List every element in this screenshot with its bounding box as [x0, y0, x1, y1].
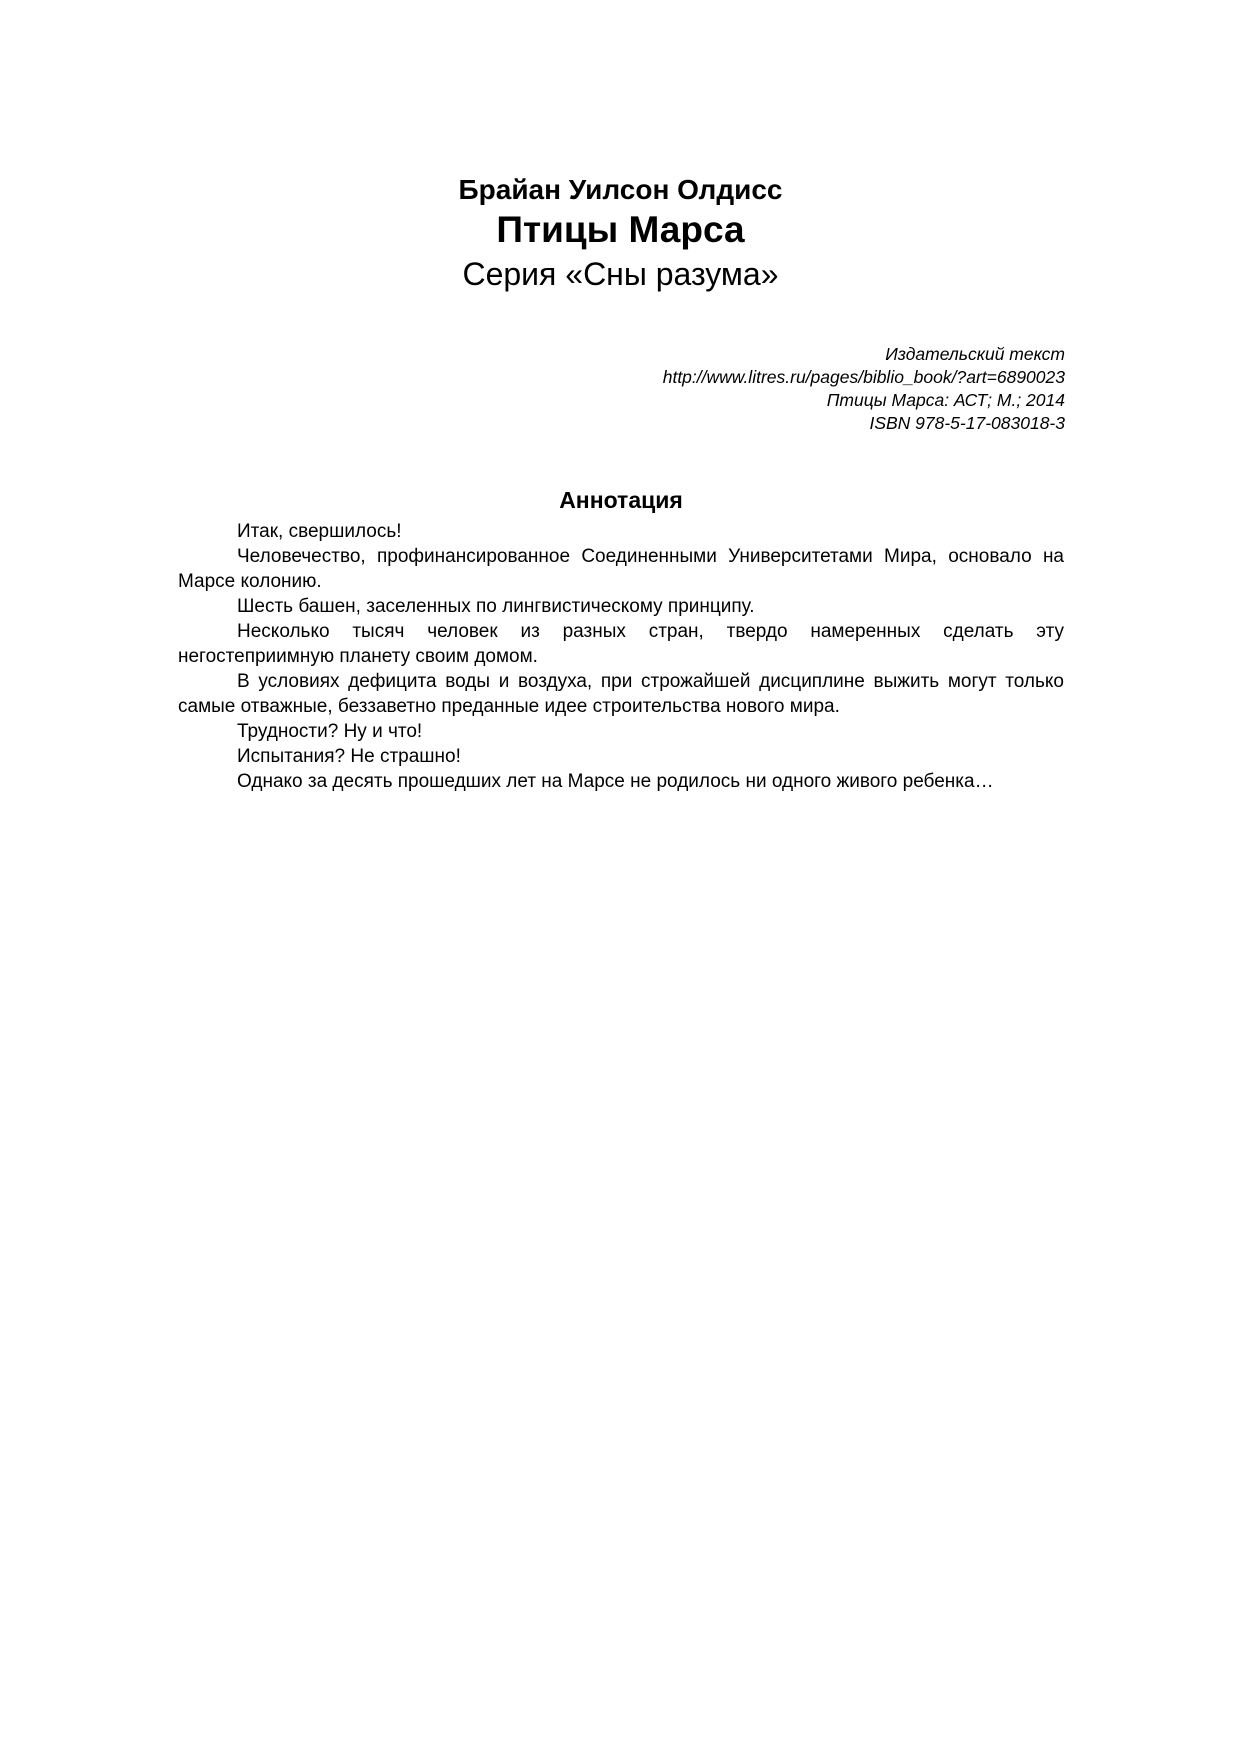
annotation-paragraph: Трудности? Ну и что!: [237, 721, 423, 742]
title-block: [0, 172, 1241, 294]
publication-info: [663, 343, 1065, 435]
author-name: Брайан Уилсон Олдисс: [458, 174, 783, 205]
series-name: Серия «Сны разума»: [462, 256, 779, 292]
annotation-paragraph: В условиях дефицита воды и воздуха, при строжайшей дисциплине выжить могут только самые отважные, беззаветно преданные идее строительства нового мира.: [178, 671, 1064, 717]
annotation-paragraph: Человечество, профинансированное Соединенными Университетами Мира, основало на Марсе колонию.: [178, 546, 1064, 592]
annotation-paragraph: Однако за десять прошедших лет на Марсе не родилось ни одного живого ребенка…: [237, 771, 994, 792]
book-title: Птицы Марса: [496, 209, 745, 250]
annotation-paragraph: Испытания? Не страшно!: [237, 746, 461, 767]
publisher-note: Издательский текст: [885, 344, 1065, 364]
isbn: ISBN 978-5-17-083018-3: [869, 413, 1065, 433]
annotation-paragraph: Шесть башен, заселенных по лингвистическому принципу.: [237, 596, 755, 617]
annotation-heading: Аннотация: [559, 487, 683, 513]
annotation-section: [178, 485, 1064, 794]
imprint: Птицы Марса: АСТ; М.; 2014: [826, 390, 1065, 410]
annotation-paragraph: Несколько тысяч человек из разных стран, твердо намеренных сделать эту негостеприимную планету своим домом.: [178, 621, 1064, 667]
annotation-paragraph: Итак, свершилось!: [237, 521, 402, 542]
source-url: http://www.litres.ru/pages/biblio_book/?art=6890023: [662, 367, 1065, 387]
